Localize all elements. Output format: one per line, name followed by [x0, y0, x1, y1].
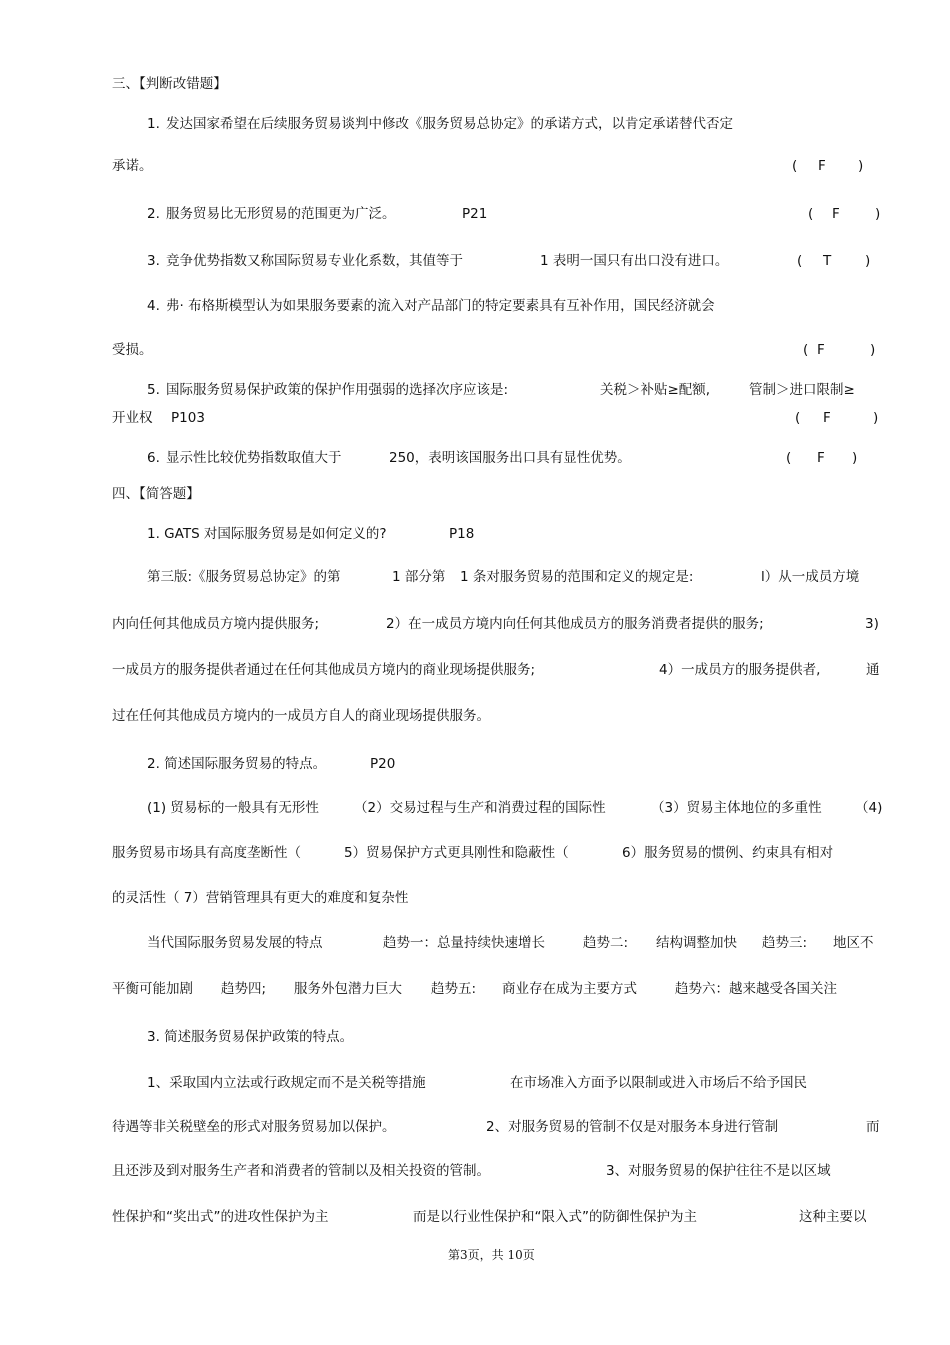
q6-answer: F	[817, 450, 825, 466]
q4-answer: F	[817, 342, 825, 358]
q1-answer: F	[818, 158, 826, 174]
s4-q2-answer-text: 6）服务贸易的惯例、约束具有相对	[622, 845, 834, 861]
q6-close-paren: )	[852, 450, 858, 466]
s4-q1-answer-text: 第三版:《服务贸易总协定》的第	[147, 569, 341, 585]
s4-q1-answer-text: 4）一成员方的服务提供者,	[659, 662, 821, 678]
q5-text-a: 国际服务贸易保护政策的保护作用强弱的选择次序应该是:	[166, 382, 509, 398]
q1-text-line2: 承诺。	[112, 158, 153, 174]
s4-q2-trend-text: 商业存在成为主要方式	[502, 981, 637, 997]
s4-q1-answer-text: l）从一成员方境	[761, 569, 860, 585]
s4-q2-trend-text: 结构调整加快	[656, 935, 737, 951]
q5-text-b: 关税＞补贴≥配额,	[600, 382, 711, 398]
q2-page-ref: P21	[462, 206, 488, 222]
s4-q3-answer-text: 2、对服务贸易的管制不仅是对服务本身进行管制	[486, 1119, 779, 1135]
q5-close-paren: )	[873, 410, 879, 426]
s4-q2-question: 2. 简述国际服务贸易的特点。	[147, 756, 327, 772]
q2-open-paren: (	[808, 206, 814, 222]
s4-q2-trend-text: 趋势一：总量持续快速增长	[383, 935, 545, 951]
s4-q1-answer-text: 通	[866, 662, 880, 678]
s4-q2-answer-text: （2）交易过程与生产和消费过程的国际性	[354, 800, 606, 816]
q1-open-paren: (	[792, 158, 798, 174]
q5-number: 5.	[147, 382, 160, 398]
s4-q3-answer-text: 1、采取国内立法或行政规定而不是关税等措施	[147, 1075, 426, 1091]
s4-q1-answer-text: 1 条对服务贸易的范围和定义的规定是:	[460, 569, 694, 585]
s4-q2-trend-text: 趋势三:	[762, 935, 808, 951]
s4-q2-answer-text: (1) 贸易标的一般具有无形性	[147, 800, 319, 816]
s4-q1-answer-text: 一成员方的服务提供者通过在任何其他成员方境内的商业现场提供服务;	[112, 662, 536, 678]
q5-text-c: 管制＞进口限制≥	[749, 382, 855, 398]
s4-q2-trend-text: 趋势四;	[221, 981, 267, 997]
section-4-heading: 四、【简答题】	[112, 486, 200, 502]
q5-text-line2: 开业权	[112, 410, 153, 426]
s4-q2-trend-text: 平衡可能加剧	[112, 981, 193, 997]
s4-q1-answer-text: 2）在一成员方境内向任何其他成员方的服务消费者提供的服务;	[386, 616, 764, 632]
s4-q3-answer-text: 3、对服务贸易的保护往往不是以区域	[606, 1163, 831, 1179]
q3-text-b: 1 表明一国只有出口没有进口。	[540, 253, 729, 269]
q4-text-line1: 弗· 布格斯模型认为如果服务要素的流入对产品部门的特定要素具有互补作用，国民经济就会	[166, 298, 715, 314]
q4-text-line2: 受损。	[112, 342, 153, 358]
q2-text: 服务贸易比无形贸易的范围更为广泛。	[166, 206, 396, 222]
s4-q3-answer-text: 待遇等非关税壁垒的形式对服务贸易加以保护。	[112, 1119, 396, 1135]
q3-open-paren: (	[797, 253, 803, 269]
q6-number: 6.	[147, 450, 160, 466]
s4-q1-answer-text: 内向任何其他成员方境内提供服务;	[112, 616, 320, 632]
q4-open-paren: (	[803, 342, 809, 358]
s4-q2-trend-text: 当代国际服务贸易发展的特点	[147, 935, 323, 951]
s4-q3-answer-text: 且还涉及到对服务生产者和消费者的管制以及相关投资的管制。	[112, 1163, 490, 1179]
s4-q3-answer-text: 性保护和“奖出式”的进攻性保护为主	[112, 1209, 329, 1225]
s4-q2-page-ref: P20	[370, 756, 396, 772]
s4-q3-answer-text: 在市场准入方面予以限制或进入市场后不给予国民	[510, 1075, 807, 1091]
q4-number: 4.	[147, 298, 160, 314]
page-number: 第3页，共 10页	[448, 1248, 535, 1262]
s4-q1-page-ref: P18	[449, 526, 475, 542]
q4-close-paren: )	[870, 342, 876, 358]
q2-number: 2.	[147, 206, 160, 222]
section-3-heading: 三、【判断改错题】	[112, 76, 227, 92]
s4-q2-trend-text: 趋势六：越来越受各国关注	[675, 981, 837, 997]
q1-text-line1: 发达国家希望在后续服务贸易谈判中修改《服务贸易总协定》的承诺方式，以肯定承诺替代否定	[166, 116, 733, 132]
q3-number: 3.	[147, 253, 160, 269]
q5-page-ref: P103	[171, 410, 205, 426]
s4-q2-trend-text: 趋势二:	[583, 935, 629, 951]
s4-q3-answer-text: 这种主要以	[799, 1209, 867, 1225]
q2-answer: F	[832, 206, 840, 222]
s4-q2-answer-text: 的灵活性（ 7）营销管理具有更大的难度和复杂性	[112, 890, 409, 906]
q3-close-paren: )	[865, 253, 871, 269]
s4-q2-answer-text: （3）贸易主体地位的多重性	[651, 800, 822, 816]
q3-text-a: 竞争优势指数又称国际贸易专业化系数，其值等于	[166, 253, 463, 269]
s4-q1-answer-text: 3)	[865, 616, 879, 632]
q1-close-paren: )	[858, 158, 864, 174]
q1-number: 1.	[147, 116, 160, 132]
s4-q2-trend-text: 趋势五:	[431, 981, 477, 997]
s4-q3-answer-text: 而是以行业性保护和“限入式”的防御性保护为主	[413, 1209, 697, 1225]
s4-q3-question: 3. 简述服务贸易保护政策的特点。	[147, 1029, 354, 1045]
q6-open-paren: (	[786, 450, 792, 466]
s4-q2-trend-text: 地区不	[833, 935, 874, 951]
q5-answer: F	[823, 410, 831, 426]
s4-q2-answer-text: （4)	[855, 800, 883, 816]
s4-q1-answer-text: 1 部分第	[392, 569, 446, 585]
s4-q1-answer-text: 过在任何其他成员方境内的一成员方自人的商业现场提供服务。	[112, 708, 490, 724]
s4-q3-answer-text: 而	[866, 1119, 880, 1135]
q5-open-paren: (	[795, 410, 801, 426]
q6-text-a: 显示性比较优势指数取值大于	[166, 450, 342, 466]
s4-q2-answer-text: 5）贸易保护方式更具刚性和隐蔽性（	[344, 845, 569, 861]
s4-q2-answer-text: 服务贸易市场具有高度垄断性（	[112, 845, 301, 861]
s4-q1-question: 1. GATS 对国际服务贸易是如何定义的?	[147, 526, 387, 542]
s4-q2-trend-text: 服务外包潜力巨大	[294, 981, 402, 997]
q3-answer: T	[823, 253, 832, 269]
q6-text-b: 250，表明该国服务出口具有显性优势。	[389, 450, 631, 466]
q2-close-paren: )	[875, 206, 881, 222]
